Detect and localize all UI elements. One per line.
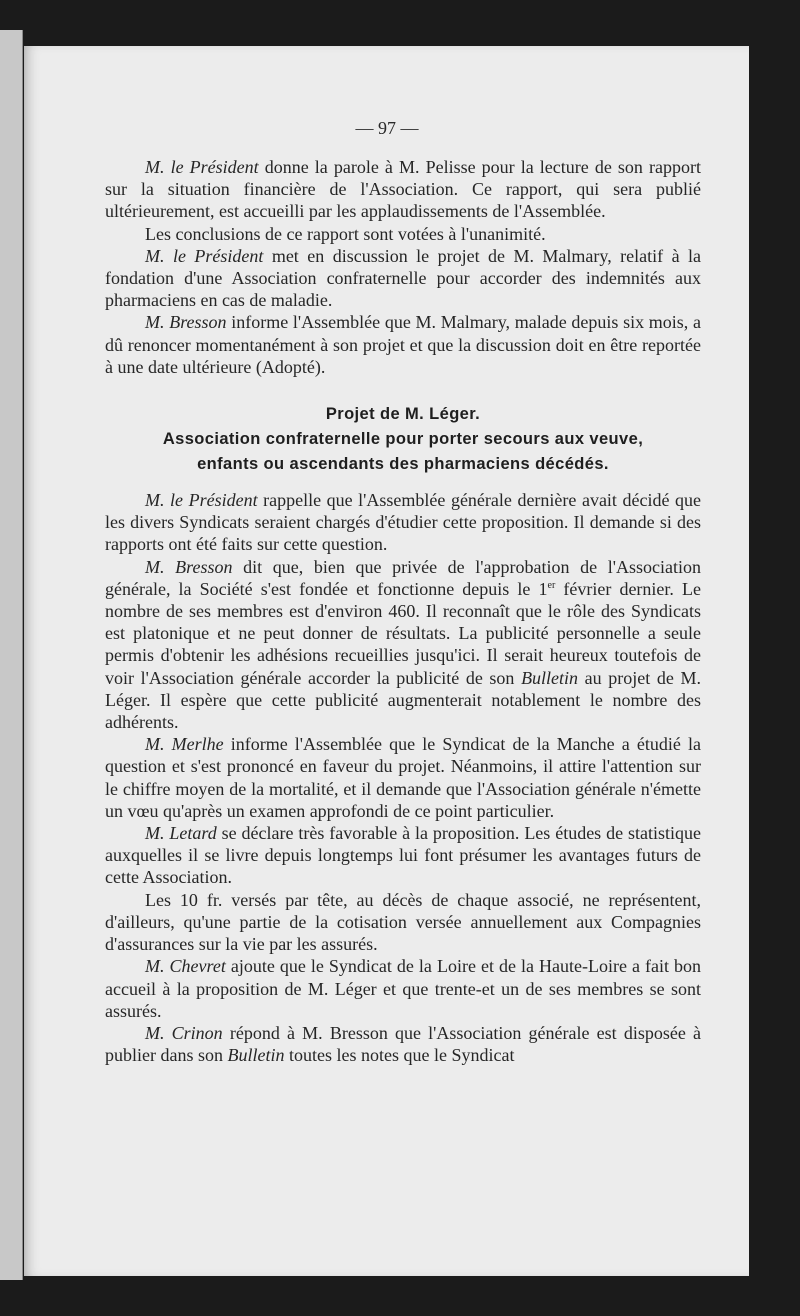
paragraph-bresson-malmary — [105, 311, 701, 378]
paragraph-chevret — [105, 955, 701, 1022]
paragraph-president-leger — [105, 489, 701, 556]
page-number: — 97 — — [355, 118, 419, 138]
speaker-name: M. Crinon — [145, 1022, 223, 1043]
speaker-name: M. le Président — [145, 157, 259, 177]
speaker-name: M. Bresson — [145, 556, 233, 577]
paragraph-text: informe l'Assemblée que le Syndicat de la Manche a étudié la question et s'est prononcé en faveur du projet. Néanmoins, il attire l'attention sur le chiffre moyen de la mortalité, et il demande que l'Association générale n'émette un vœu qu'après un examen approfondi de ce point particulier. — [105, 734, 701, 821]
paragraph-text: se déclare très favorable à la proposition. Les études de statistique auxquelles il se livre depuis longtemps lui font présumer les avantages futurs de cette Association. — [105, 823, 701, 888]
paragraph-president-malmary — [105, 245, 701, 312]
paragraph-text: donne la parole à M. Pelisse pour la lecture de son rapport sur la situation financière de l'Association. Ce rapport, qui sera publié ultérieurement, est accueilli par les applaudissements de l'Assemblée. — [105, 157, 701, 222]
paragraph-text: rappelle que l'Assemblée générale dernière avait décidé que les divers Syndicats seraient chargés d'étudier cette proposition. Il demande si des rapports ont été faits sur cette question. — [105, 490, 701, 555]
paragraph-text: toutes les notes que le Syndicat — [284, 1045, 515, 1066]
paragraph-text: dit que, bien que privée de l'approbation de l'Association générale, la Société s'est fondée et fonctionne depuis le 1 — [105, 556, 701, 599]
paragraph-text: février dernier. Le nombre de ses membres est d'environ 460. Il reconnaît que le rôle des Syndicats est platonique et ne peut donner de résultats. La publicité personnelle a seule permis d'obtenir les adhésions recueillies jusqu'ici. Il serait heureux toutefois de voir l'Association générale accorder la publicité de son — [105, 578, 702, 688]
paragraph-conclusions — [105, 223, 701, 245]
book-background — [748, 46, 800, 1316]
paragraph-letard — [105, 822, 701, 889]
bulletin-title: Bulletin — [521, 667, 579, 688]
section-heading-title: Projet de M. Léger. — [325, 405, 481, 424]
speaker-name: M. Bresson — [145, 312, 227, 333]
paragraph-president-pelisse — [105, 156, 701, 223]
paragraph-bresson-leger — [105, 556, 701, 734]
paragraph-text: informe l'Assemblée que M. Malmary, malade depuis six mois, a dû renoncer momentanément à son projet et que la discussion doit en être reportée à une date ultérieure (Adopté). — [105, 312, 701, 377]
speaker-name: M. le Président — [145, 245, 264, 266]
paragraph-cotisation — [105, 889, 701, 956]
paragraph-merlhe — [105, 733, 701, 822]
ordinal-superscript: er — [547, 579, 556, 591]
speaker-name: M. Chevret — [145, 956, 226, 977]
section-heading-subtitle-1: Association confraternelle pour porter secours aux veuve, — [162, 430, 644, 449]
section-heading-subtitle-2: enfants ou ascendants des pharmaciens décédés. — [197, 455, 609, 474]
paragraph-text: au projet de M. Léger. Il espère que cette publicité augmenterait notablement le nombre des adhérents. — [105, 667, 702, 733]
bulletin-title: Bulletin — [227, 1045, 285, 1066]
speaker-name: M. Letard — [145, 823, 217, 844]
paragraph-text: met en discussion le projet de M. Malmary, relatif à la fondation d'une Association confraternelle pour accorder des indemnités aux pharmaciens en cas de maladie. — [105, 245, 701, 311]
speaker-name: M. le Président — [145, 490, 258, 511]
page-body — [105, 156, 701, 1066]
paragraph-text: ajoute que le Syndicat de la Loire et de la Haute-Loire a fait bon accueil à la proposition de M. Léger et que trente-et un de ses membres se sont assurés. — [105, 956, 702, 1021]
paragraph-crinon — [105, 1022, 701, 1066]
document-page — [24, 46, 749, 1276]
speaker-name: M. Merlhe — [145, 734, 224, 755]
paragraph-text: Les 10 fr. versés par tête, au décès de chaque associé, ne représentent, d'ailleurs, qu'une partie de la cotisation versée annuellement aux Compagnies d'assurances sur la vie par les assurés. — [105, 889, 701, 955]
paragraph-text: Les conclusions de ce rapport sont votées à l'unanimité. — [145, 223, 546, 244]
previous-page-edge — [0, 30, 23, 1280]
paragraph-text: répond à M. Bresson que l'Association générale est disposée à publier dans son — [105, 1022, 701, 1066]
